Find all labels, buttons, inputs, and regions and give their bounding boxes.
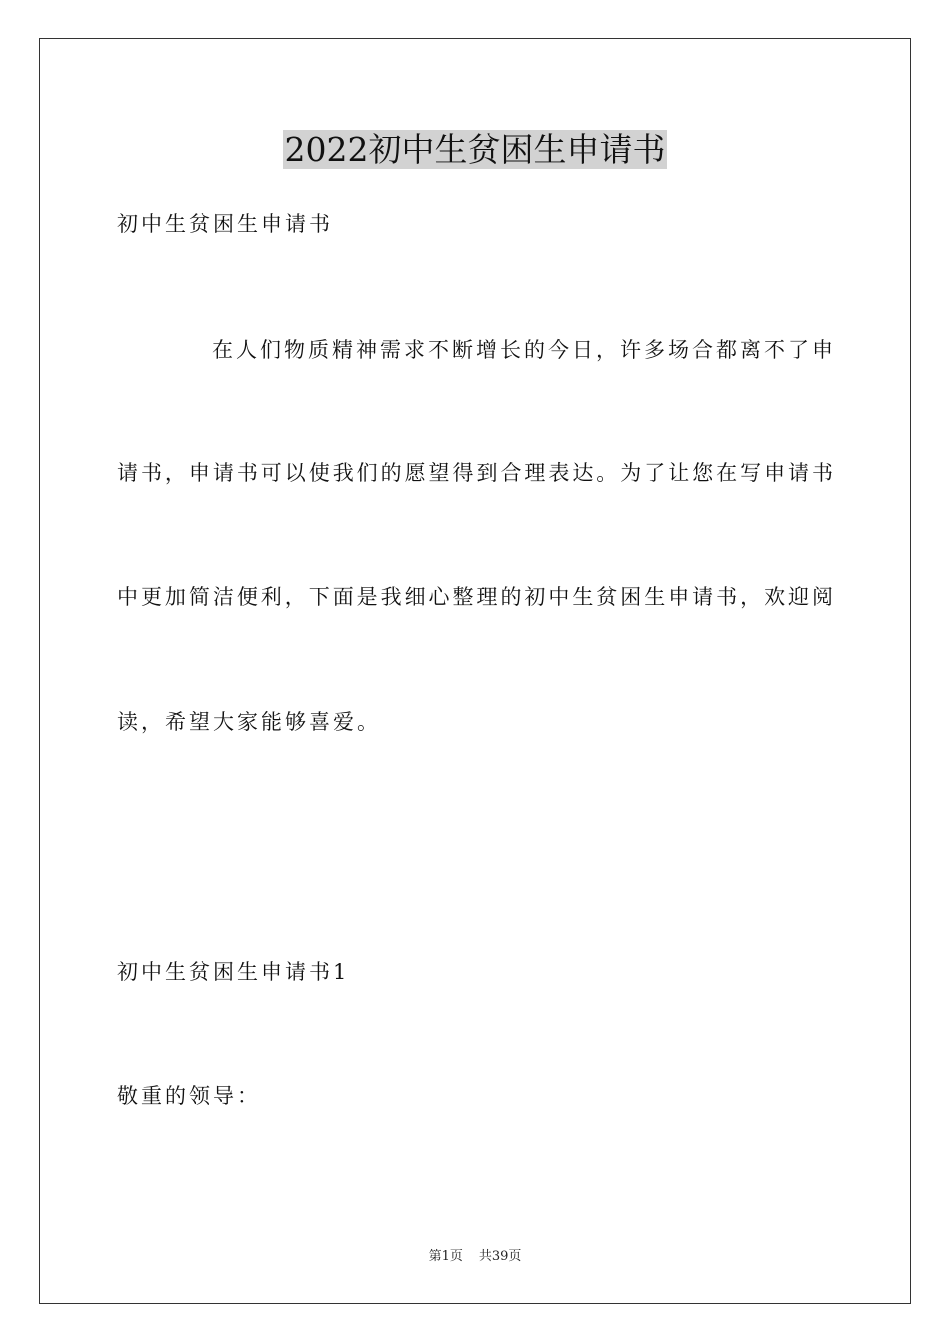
- document-title-text: 2022初中生贫困生申请书: [284, 130, 666, 169]
- document-title: [0, 124, 950, 176]
- intro-paragraph-line-2: 请书，申请书可以使我们的愿望得到合理表达。为了让您在写申请书: [117, 461, 833, 485]
- intro-paragraph-line-1: 在人们物质精神需求不断增长的今日，许多场合都离不了申: [212, 338, 833, 362]
- intro-paragraph-line-4: 读，希望大家能够喜爱。: [117, 710, 381, 734]
- section-heading: 初中生贫困生申请书1: [117, 960, 350, 984]
- salutation: 敬重的领导：: [117, 1084, 261, 1108]
- document-subtitle: 初中生贫困生申请书: [117, 212, 333, 236]
- page-total: 共39页: [478, 1249, 522, 1264]
- page-footer: [0, 1247, 950, 1267]
- page-number: 第1页: [428, 1249, 463, 1264]
- intro-paragraph-line-3: 中更加简洁便利，下面是我细心整理的初中生贫困生申请书，欢迎阅: [117, 585, 833, 609]
